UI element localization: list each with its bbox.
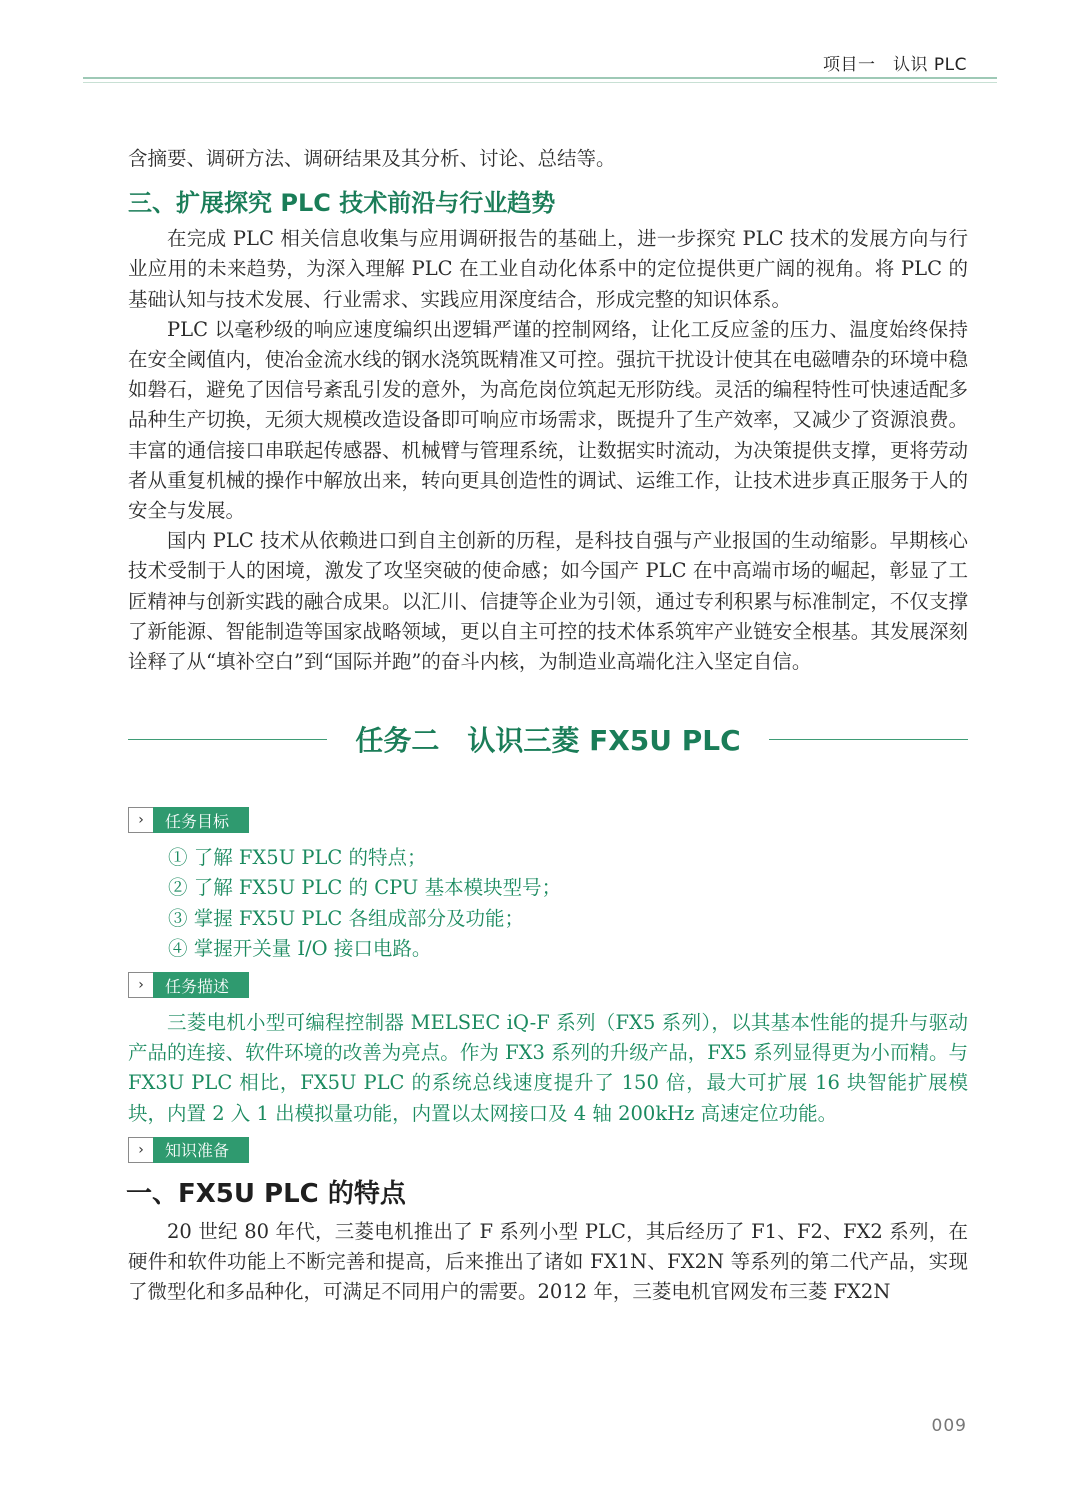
goals-list <box>168 843 968 964</box>
lead-text: 含摘要、调研方法、调研结果及其分析、讨论、总结等。 <box>128 147 616 170</box>
chevron-right-icon: › <box>128 1137 153 1163</box>
page-content <box>128 144 968 1307</box>
header-rule <box>83 77 997 79</box>
running-header-title: 项目一 认识 PLC <box>823 55 967 75</box>
section-heading-trends: 三、扩展探究 PLC 技术前沿与行业趋势 <box>128 189 556 218</box>
goal-item: ④ 掌握开关量 I/O 接口电路。 <box>168 936 432 960</box>
goal-item: ③ 掌握 FX5U PLC 各组成部分及功能； <box>168 906 525 930</box>
page-number: 009 <box>931 1416 967 1436</box>
chevron-right-icon: › <box>128 972 153 998</box>
chevron-right-icon: › <box>128 807 153 833</box>
paragraph: 国内 PLC 技术从依赖进口到自主创新的历程，是科技自强与产业报国的生动缩影。早期核心技术受制于人的困境，激发了攻坚突破的使命感；如今国产 PLC 在中高端市场的崛起，彰显了工匠精神与创新实践的融合成果。以汇川、信捷等企业为引领，通过专利积累与标准制定，不仅支撑了新能源、智能制造等国家战略领域，更以自主可控的技术体系筑牢产业链安全根基。其发展深刻诠释了从“填补空白”到“国际并跑”的奋斗内核，为制造业高端化注入坚定自信。 <box>128 529 968 674</box>
knowledge-tag <box>128 1137 249 1163</box>
task-title-banner <box>128 709 968 769</box>
description-tag-label: 任务描述 <box>153 972 249 998</box>
title-rule-right <box>769 739 968 740</box>
paragraph: PLC 以毫秒级的响应速度编织出逻辑严谨的控制网络，让化工反应釜的压力、温度始终保持在安全阈值内，使冶金流水线的钢水浇筑既精准又可控。强抗干扰设计使其在电磁嘈杂的环境中稳如磐石，避免了因信号紊乱引发的意外，为高危岗位筑起无形防线。灵活的编程特性可快速适配多品种生产切换，无须大规模改造设备即可响应市场需求，既提升了生产效率，又减少了资源浪费。丰富的通信接口串联起传感器、机械臂与管理系统，让数据实时流动，为决策提供支撑，更将劳动者从重复机械的操作中解放出来，转向更具创造性的调试、运维工作，让技术进步真正服务于人的安全与发展。 <box>128 317 968 523</box>
description-tag <box>128 972 249 998</box>
goal-item: ① 了解 FX5U PLC 的特点； <box>168 846 427 870</box>
title-rule-left <box>128 739 327 740</box>
task-description: 三菱电机小型可编程控制器 MELSEC iQ-F 系列（FX5 系列），以其基本性能的提升与驱动产品的连接、软件环境的改善为亮点。作为 FX3 系列的升级产品，FX5 系列显得更为小而精。与 FX3U PLC 相比，FX5U PLC 的系统总线速度提升了 150 倍，最大可扩展 16 块智能扩展模块，内置 2 入 1 出模拟量功能，内置以太网接口及 4 轴 200kHz 高速定位功能。 <box>128 1011 968 1125</box>
goals-tag <box>128 807 249 833</box>
paragraph: 在完成 PLC 相关信息收集与应用调研报告的基础上，进一步探究 PLC 技术的发展方向与行业应用的未来趋势，为深入理解 PLC 在工业自动化体系中的定位提供更广阔的视角。将 PLC 的基础认知与技术发展、行业需求、实践应用深度结合，形成完整的知识体系。 <box>128 227 968 311</box>
goals-tag-label: 任务目标 <box>153 807 249 833</box>
task-title: 任务二 认识三菱 FX5U PLC <box>355 724 741 758</box>
section-heading-features: 一、FX5U PLC 的特点 <box>126 1178 406 1209</box>
header-rule-secondary <box>83 82 997 83</box>
goal-item: ② 了解 FX5U PLC 的 CPU 基本模块型号； <box>168 876 562 900</box>
paragraph: 20 世纪 80 年代，三菱电机推出了 F 系列小型 PLC，其后经历了 F1、F2、FX2 系列，在硬件和软件功能上不断完善和提高，后来推出了诸如 FX1N、FX2N 等系列的第二代产品，实现了微型化和多品种化，可满足不同用户的需要。2012 年，三菱电机官网发布三菱 FX2N <box>128 1219 968 1304</box>
knowledge-tag-label: 知识准备 <box>153 1137 249 1163</box>
